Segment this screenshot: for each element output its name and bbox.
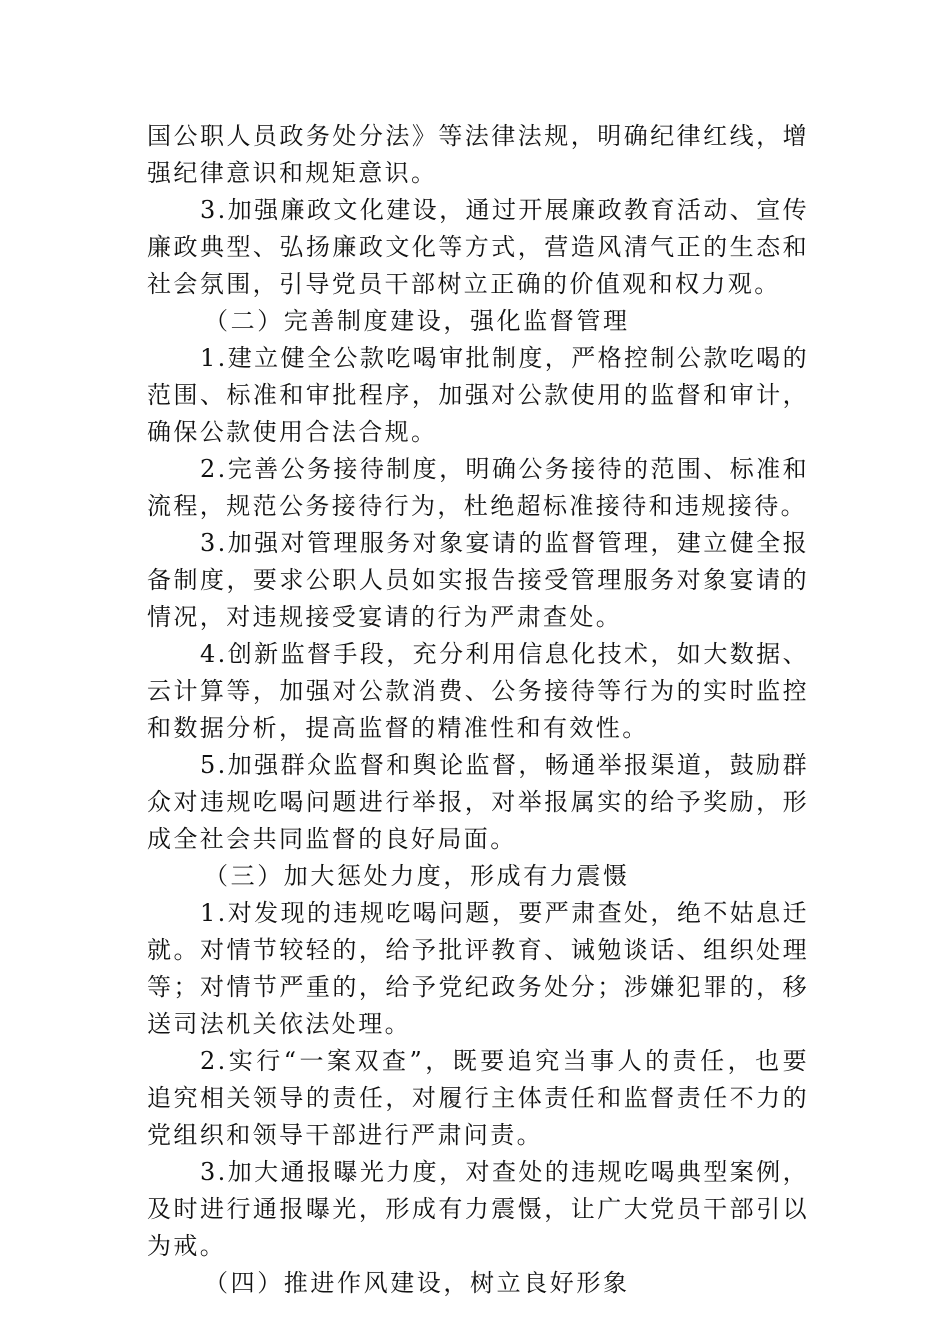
paragraph-item: 3.加强对管理服务对象宴请的监督管理，建立健全报备制度，要求公职人员如实报告接受管理服务对象宴请的情况，对违规接受宴请的行为严肃查处。	[147, 529, 809, 631]
section-heading: （二）完善制度建设，强化监督管理	[204, 307, 630, 335]
section-heading: （四）推进作风建设，树立良好形象	[204, 1269, 630, 1297]
document-body	[147, 118, 809, 1302]
paragraph-item: 1.对发现的违规吃喝问题，要严肃查处，绝不姑息迁就。对情节较轻的，给予批评教育、诫勉谈话、组织处理等；对情节严重的，给予党纪政务处分；涉嫌犯罪的，移送司法机关依法处理。	[147, 899, 809, 1038]
paragraph-item: 3.加强廉政文化建设，通过开展廉政教育活动、宣传廉政典型、弘扬廉政文化等方式，营造风清气正的生态和社会氛围，引导党员干部树立正确的价值观和权力观。	[147, 196, 809, 298]
paragraph-item: 2.实行“一案双查”，既要追究当事人的责任，也要追究相关领导的责任，对履行主体责任和监督责任不力的党组织和领导干部进行严肃问责。	[147, 1047, 809, 1149]
paragraph-item: 1.建立健全公款吃喝审批制度，严格控制公款吃喝的范围、标准和审批程序，加强对公款使用的监督和审计，确保公款使用合法合规。	[147, 344, 809, 446]
section-heading: （三）加大惩处力度，形成有力震慑	[204, 862, 630, 890]
paragraph-item: 5.加强群众监督和舆论监督，畅通举报渠道，鼓励群众对违规吃喝问题进行举报，对举报属实的给予奖励，形成全社会共同监督的良好局面。	[147, 751, 809, 853]
paragraph-item: 4.创新监督手段，充分利用信息化技术，如大数据、云计算等，加强对公款消费、公务接待等行为的实时监控和数据分析，提高监督的精准性和有效性。	[147, 640, 809, 742]
paragraph-continuation: 国公职人员政务处分法》等法律法规，明确纪律红线，增强纪律意识和规矩意识。	[147, 122, 809, 187]
paragraph-item: 2.完善公务接待制度，明确公务接待的范围、标准和流程，规范公务接待行为，杜绝超标准接待和违规接待。	[147, 455, 809, 520]
paragraph-item: 3.加大通报曝光力度，对查处的违规吃喝典型案例，及时进行通报曝光，形成有力震慑，让广大党员干部引以为戒。	[147, 1158, 809, 1260]
